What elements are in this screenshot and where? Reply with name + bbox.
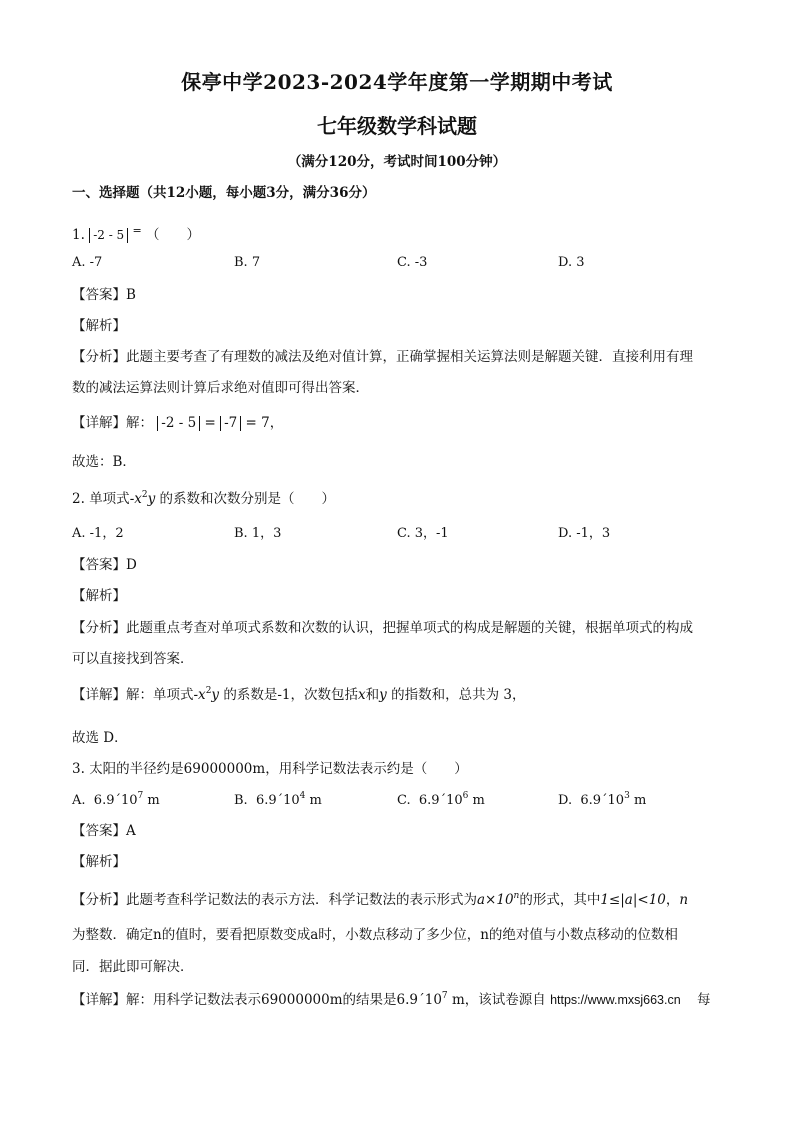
question-1-analysis-line-1 <box>72 347 693 367</box>
analysis-label: 【分析】 <box>72 892 126 908</box>
question-3-analysis-line-1 <box>72 890 688 910</box>
exam-score-time: （满分120分，考试时间100分钟） <box>287 154 507 170</box>
detail-text: 解：单项式 <box>126 687 194 703</box>
analysis-label: 【分析】 <box>72 620 126 636</box>
exam-title: 保亭中学2023-2024学年度第一学期期中考试 <box>181 70 613 94</box>
question-1-option-a: A. -7 <box>72 255 103 270</box>
question-1-detail <box>72 413 283 433</box>
question-2-option-c: C. 3，-1 <box>397 526 449 541</box>
answer-value: A <box>126 823 136 839</box>
stem-text: 单项式 <box>89 491 130 507</box>
question-1-jiexi-label: 【解析】 <box>72 318 126 334</box>
equals-sign: = <box>132 224 142 237</box>
question-2-option-b: B. 1，3 <box>234 526 282 541</box>
question-1-option-d: D. 3 <box>558 255 585 270</box>
answer-value: B <box>126 287 136 303</box>
analysis-text: 此题考查科学记数法的表示方法．科学记数法的表示形式为 <box>126 892 477 908</box>
question-3-analysis-line-2: 为整数．确定n的值时，要看把原数变成a时，小数点移动了多少位，n的绝对值与小数点移动的位数相 <box>72 927 678 943</box>
abs-expression: -2 - 5 <box>89 228 128 243</box>
question-2-answer <box>72 555 137 575</box>
option-unit: m <box>472 793 485 808</box>
question-2-analysis-line-2: 可以直接找到答案． <box>72 651 194 667</box>
option-mantissa: 6.9´10 <box>93 793 138 808</box>
variable-x: x <box>358 687 366 703</box>
option-exponent: 7 <box>137 791 144 801</box>
equals-sign: = <box>204 415 216 431</box>
sci-form: a×10 <box>477 892 514 908</box>
option-unit: m <box>309 793 322 808</box>
question-3-option-a <box>72 791 160 811</box>
question-3-analysis-line-3: 同．据此即可解决． <box>72 959 194 975</box>
exponent: 2 <box>141 490 148 500</box>
question-3-answer <box>72 821 136 841</box>
detail-tail: 每 <box>696 992 711 1008</box>
sci-form-exponent: n <box>513 891 520 901</box>
variable-y: y <box>379 687 387 703</box>
option-exponent: 4 <box>299 791 306 801</box>
abs-expression: -2 - 5 <box>157 416 200 431</box>
detail-text: 和 <box>365 687 380 703</box>
analysis-text: 的形式，其中 <box>519 892 601 908</box>
option-mantissa: 6.9´10 <box>580 793 625 808</box>
question-1-choose: 故选：B． <box>72 454 136 470</box>
question-3-jiexi-label: 【解析】 <box>72 854 126 870</box>
question-3-option-b <box>234 791 322 811</box>
question-2-detail <box>72 685 525 705</box>
question-3-detail <box>72 990 710 1010</box>
answer-value: D <box>126 557 137 573</box>
detail-result: = 7， <box>245 415 284 431</box>
answer-label: 【答案】 <box>72 287 126 303</box>
question-1-option-c: C. -3 <box>397 255 428 270</box>
exam-subject-title: 七年级数学科试题 <box>317 114 477 138</box>
monomial: -x <box>193 687 206 703</box>
answer-paren: （ ） <box>146 227 201 243</box>
detail-text: m，该试卷源自 <box>451 992 546 1008</box>
analysis-text: 此题重点考查对单项式系数和次数的认识，把握单项式的构成是解题的关键，根据单项式的构成 <box>126 620 693 636</box>
question-2-jiexi-label: 【解析】 <box>72 588 126 604</box>
question-2-choose: 故选 D． <box>72 730 128 746</box>
question-number: 2. <box>72 491 85 507</box>
question-2-analysis-line-1 <box>72 618 693 638</box>
question-3-option-c <box>397 791 485 811</box>
detail-text: 的指数和，总共为 3， <box>391 687 526 703</box>
question-2-option-d: D. -1，3 <box>558 526 611 541</box>
detail-label: 【详解】 <box>72 992 126 1008</box>
detail-exponent: 7 <box>441 991 448 1001</box>
analysis-text: 此题主要考查了有理数的减法及绝对值计算，正确掌握相关运算法则是解题关键．直接利用有理 <box>126 349 693 365</box>
detail-label: 【详解】 <box>72 687 126 703</box>
answer-label: 【答案】 <box>72 823 126 839</box>
question-1-answer <box>72 285 136 305</box>
analysis-text: ， <box>665 892 680 908</box>
option-letter: B. <box>234 793 248 808</box>
stem-text: 的系数和次数分别是（ ） <box>159 491 336 507</box>
analysis-label: 【分析】 <box>72 349 126 365</box>
question-3-option-d <box>558 791 646 811</box>
answer-label: 【答案】 <box>72 557 126 573</box>
option-letter: A. <box>72 793 86 808</box>
detail-mantissa: 6.9´10 <box>396 992 442 1008</box>
option-mantissa: 6.9´10 <box>418 793 463 808</box>
question-3-stem <box>72 759 468 779</box>
abs-expression: -7 <box>220 416 241 431</box>
monomial-variable: y <box>147 491 156 507</box>
question-1-stem <box>72 221 200 245</box>
question-2-stem <box>72 489 335 509</box>
source-url-link[interactable]: https://www.mxsj663.cn <box>550 993 681 1007</box>
question-number: 3. <box>72 761 85 777</box>
option-letter: D. <box>558 793 573 808</box>
exponent: 2 <box>205 686 212 696</box>
detail-prefix: 解： <box>126 415 153 431</box>
monomial: -x <box>129 491 142 507</box>
question-number: 1. <box>72 227 85 243</box>
monomial-variable: y <box>211 687 220 703</box>
question-1-analysis-line-2: 数的减法运算法则计算后求绝对值即可得出答案． <box>72 380 369 396</box>
option-mantissa: 6.9´10 <box>255 793 300 808</box>
variable-n: n <box>679 892 689 908</box>
section-heading: 一、选择题（共12小题，每小题3分，满分36分） <box>72 185 376 201</box>
option-unit: m <box>147 793 160 808</box>
range-condition: 1≤|a|<10 <box>600 892 666 908</box>
question-1-option-b: B. 7 <box>234 255 261 270</box>
option-exponent: 6 <box>462 791 469 801</box>
detail-text: 解：用科学记数法表示69000000m的结果是 <box>126 992 397 1008</box>
question-2-option-a: A. -1，2 <box>72 526 124 541</box>
stem-text: 太阳的半径约是69000000m，用科学记数法表示约是（ ） <box>89 761 468 777</box>
detail-label: 【详解】 <box>72 415 126 431</box>
option-unit: m <box>633 793 647 808</box>
option-letter: C. <box>397 793 411 808</box>
option-exponent: 3 <box>624 791 630 801</box>
detail-text: 的系数是-1，次数包括 <box>223 687 359 703</box>
